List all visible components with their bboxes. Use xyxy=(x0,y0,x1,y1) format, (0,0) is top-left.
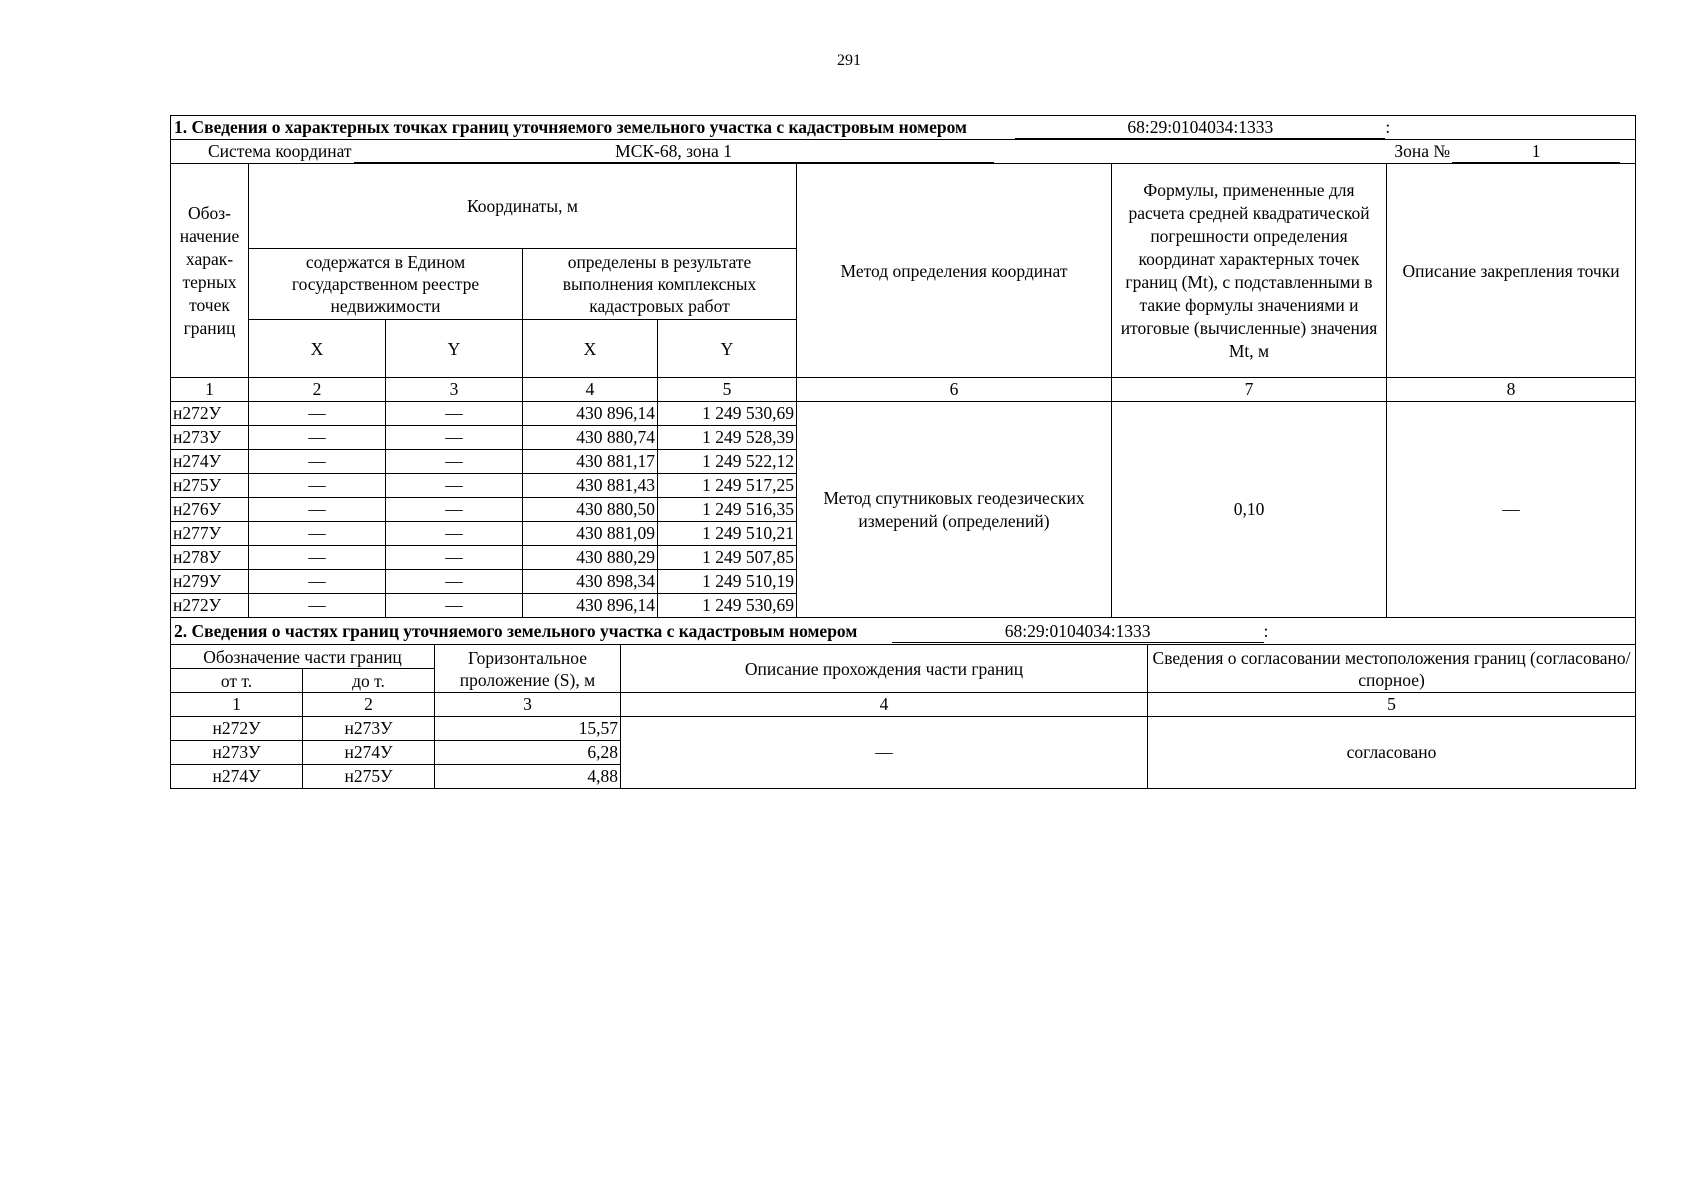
y-egrn: — xyxy=(386,594,523,618)
y-egrn: — xyxy=(386,498,523,522)
point-name: н275У xyxy=(171,474,249,498)
from-point: н273У xyxy=(171,741,303,765)
x-coordinate: 430 896,14 xyxy=(523,402,658,426)
column-number: 1 xyxy=(171,378,249,402)
to-point: н274У xyxy=(303,741,435,765)
header-y-egrn: Y xyxy=(386,320,523,378)
x-coordinate: 430 881,09 xyxy=(523,522,658,546)
section2-table xyxy=(170,617,1636,789)
horizontal-distance: 15,57 xyxy=(435,717,621,741)
y-coordinate: 1 249 510,21 xyxy=(658,522,797,546)
coord-system-label: Система координат xyxy=(208,141,352,161)
column-number: 8 xyxy=(1387,378,1636,402)
column-number: 4 xyxy=(621,693,1148,717)
y-egrn: — xyxy=(386,450,523,474)
document xyxy=(170,115,1635,789)
from-point: н272У xyxy=(171,717,303,741)
y-egrn: — xyxy=(386,402,523,426)
x-egrn: — xyxy=(249,522,386,546)
y-coordinate: 1 249 530,69 xyxy=(658,402,797,426)
x-coordinate: 430 880,29 xyxy=(523,546,658,570)
coord-system-row xyxy=(171,140,1636,164)
header-formulas: Формулы, примененные для расчета средней квадратической погрешности определения координат характерных точек границ (Mt), с подставленными в такие формулы значениями и итоговые (вычисленные) значения Mt, м xyxy=(1112,164,1387,378)
x-coordinate: 430 881,43 xyxy=(523,474,658,498)
zone-label: Зона № xyxy=(1394,141,1451,161)
column-number: 3 xyxy=(386,378,523,402)
table-row xyxy=(171,717,1636,741)
x-egrn: — xyxy=(249,498,386,522)
column-number: 1 xyxy=(171,693,303,717)
x-coordinate: 430 880,50 xyxy=(523,498,658,522)
section1-trail: : xyxy=(1385,117,1391,137)
column-number: 5 xyxy=(1148,693,1636,717)
header-egrn: содержатся в Едином государственном реестре недвижимости xyxy=(249,249,523,320)
section2-trail: : xyxy=(1263,620,1269,641)
x-egrn: — xyxy=(249,402,386,426)
header-part-designation: Обозначение части границ xyxy=(171,645,435,669)
zone-value: 1 xyxy=(1452,140,1620,163)
header-method: Метод определения координат xyxy=(797,164,1112,378)
from-point: н274У xyxy=(171,765,303,789)
to-point: н275У xyxy=(303,765,435,789)
x-egrn: — xyxy=(249,426,386,450)
header-description: Описание прохождения части границ xyxy=(621,645,1148,693)
x-egrn: — xyxy=(249,474,386,498)
x-egrn: — xyxy=(249,570,386,594)
horizontal-distance: 4,88 xyxy=(435,765,621,789)
header-from: от т. xyxy=(171,669,303,693)
x-egrn: — xyxy=(249,594,386,618)
column-number: 2 xyxy=(303,693,435,717)
description-value: — xyxy=(621,717,1148,789)
point-name: н272У xyxy=(171,594,249,618)
y-egrn: — xyxy=(386,570,523,594)
header-agreement: Сведения о согласовании местоположения границ (согласовано/спорное) xyxy=(1148,645,1636,693)
x-coordinate: 430 880,74 xyxy=(523,426,658,450)
header-coordinates: Координаты, м xyxy=(249,164,797,249)
y-egrn: — xyxy=(386,522,523,546)
section1-cadastral-number: 68:29:0104034:1333 xyxy=(1015,116,1385,139)
column-number: 3 xyxy=(435,693,621,717)
header-x: X xyxy=(523,320,658,378)
section2-cadastral-number: 68:29:0104034:1333 xyxy=(892,620,1264,643)
column-number: 7 xyxy=(1112,378,1387,402)
section1-title: 1. Сведения о характерных точках границ уточняемого земельного участка с кадастровым номером xyxy=(174,117,967,137)
point-name: н277У xyxy=(171,522,249,546)
y-coordinate: 1 249 516,35 xyxy=(658,498,797,522)
horizontal-distance: 6,28 xyxy=(435,741,621,765)
header-y: Y xyxy=(658,320,797,378)
coord-system-value: МСК-68, зона 1 xyxy=(354,140,994,163)
fixing-value: — xyxy=(1387,402,1636,618)
mt-value: 0,10 xyxy=(1112,402,1387,618)
header-horizontal: Горизонтальное проложение (S), м xyxy=(435,645,621,693)
y-coordinate: 1 249 528,39 xyxy=(658,426,797,450)
y-egrn: — xyxy=(386,474,523,498)
y-egrn: — xyxy=(386,426,523,450)
x-egrn: — xyxy=(249,546,386,570)
point-name: н274У xyxy=(171,450,249,474)
header-complex: определены в результате выполнения комплексных кадастровых работ xyxy=(523,249,797,320)
y-coordinate: 1 249 510,19 xyxy=(658,570,797,594)
y-coordinate: 1 249 522,12 xyxy=(658,450,797,474)
table-row xyxy=(171,402,1636,426)
section2-title: 2. Сведения о частях границ уточняемого земельного участка с кадастровым номером xyxy=(174,620,858,641)
point-name: н278У xyxy=(171,546,249,570)
y-coordinate: 1 249 507,85 xyxy=(658,546,797,570)
section1-title-row xyxy=(171,116,1636,140)
section1-column-numbers xyxy=(171,378,1636,402)
header-x-egrn: X xyxy=(249,320,386,378)
header-designation: Обоз-начение харак-терных точек границ xyxy=(171,164,249,378)
y-coordinate: 1 249 530,69 xyxy=(658,594,797,618)
x-coordinate: 430 896,14 xyxy=(523,594,658,618)
column-number: 2 xyxy=(249,378,386,402)
agreement-value: согласовано xyxy=(1148,717,1636,789)
point-name: н272У xyxy=(171,402,249,426)
column-number: 4 xyxy=(523,378,658,402)
page-number: 291 xyxy=(837,52,861,69)
point-name: н276У xyxy=(171,498,249,522)
column-number: 5 xyxy=(658,378,797,402)
to-point: н273У xyxy=(303,717,435,741)
y-egrn: — xyxy=(386,546,523,570)
x-egrn: — xyxy=(249,450,386,474)
section2-title-row xyxy=(171,618,1636,645)
x-coordinate: 430 881,17 xyxy=(523,450,658,474)
point-name: н279У xyxy=(171,570,249,594)
header-to: до т. xyxy=(303,669,435,693)
section2-column-numbers xyxy=(171,693,1636,717)
section1-table xyxy=(170,115,1636,618)
point-name: н273У xyxy=(171,426,249,450)
column-number: 6 xyxy=(797,378,1112,402)
method-value: Метод спутниковых геодезических измерений (определений) xyxy=(797,402,1112,618)
header-fixing: Описание закрепления точки xyxy=(1387,164,1636,378)
x-coordinate: 430 898,34 xyxy=(523,570,658,594)
y-coordinate: 1 249 517,25 xyxy=(658,474,797,498)
